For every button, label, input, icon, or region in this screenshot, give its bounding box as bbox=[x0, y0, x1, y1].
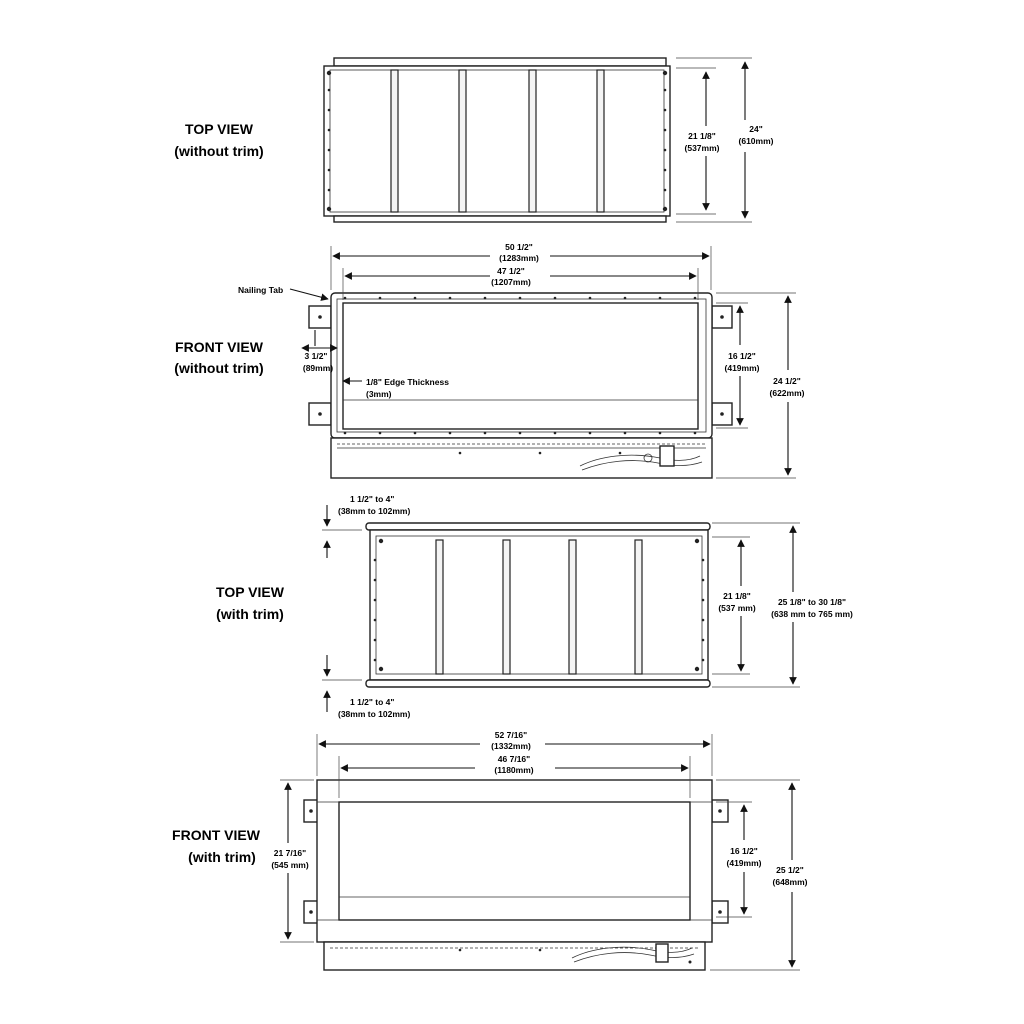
dim-width-outer: 50 1/2" bbox=[505, 242, 533, 252]
view-title-line1: TOP VIEW bbox=[185, 121, 253, 137]
trim-strip bbox=[366, 523, 710, 530]
dim-depth-range: 25 1/8" to 30 1/8" bbox=[777, 597, 847, 607]
dim-height-total: 25 1/2" bbox=[776, 865, 804, 875]
trim-strip bbox=[366, 680, 710, 687]
rib bbox=[597, 70, 604, 212]
dim-height-trim-mm: (545 mm) bbox=[271, 860, 309, 870]
rib bbox=[459, 70, 466, 212]
dim-depth-outer: 24" bbox=[749, 124, 763, 134]
dim-trim-top-mm: (38mm to 102mm) bbox=[338, 506, 411, 516]
rib bbox=[529, 70, 536, 212]
dim-tab-depth-mm: (89mm) bbox=[302, 363, 334, 373]
dim-trim-bottom: 1 1/2" to 4" bbox=[350, 697, 395, 707]
top-view-drawing bbox=[324, 58, 670, 222]
rib bbox=[569, 540, 576, 674]
dim-depth-inner: 21 1/8" bbox=[688, 131, 716, 141]
dim-tab-depth: 3 1/2" bbox=[304, 351, 328, 361]
edge-thickness-label: 1/8" Edge Thickness bbox=[366, 377, 449, 387]
dim-depth-inner: 21 1/8" bbox=[723, 591, 751, 601]
dim-height-total: 24 1/2" bbox=[773, 376, 801, 386]
front-view-without-trim bbox=[174, 242, 804, 478]
view-title-line1: FRONT VIEW bbox=[175, 339, 263, 355]
dim-width-inner: 47 1/2" bbox=[497, 266, 525, 276]
front-view-trim-drawing bbox=[304, 780, 728, 970]
dim-height-total-mm: (648mm) bbox=[772, 877, 808, 887]
dim-depth-inner-mm: (537 mm) bbox=[718, 603, 756, 613]
dim-trim-top: 1 1/2" to 4" bbox=[350, 494, 395, 504]
dim-depth-range-mm: (638 mm to 765 mm) bbox=[771, 609, 853, 619]
front-view-with-trim bbox=[172, 730, 808, 970]
edge-thickness-mm: (3mm) bbox=[366, 389, 392, 399]
depth-dimension-inner bbox=[676, 68, 720, 214]
dim-width-outer-mm: (1332mm) bbox=[491, 741, 531, 751]
dim-width-inner: 46 7/16" bbox=[497, 754, 531, 764]
rib bbox=[635, 540, 642, 674]
dim-height-opening: 16 1/2" bbox=[730, 846, 758, 856]
dim-height-opening-mm: (419mm) bbox=[724, 363, 760, 373]
dim-depth-inner-mm: (537mm) bbox=[684, 143, 720, 153]
dim-height-trim: 21 7/16" bbox=[273, 848, 307, 858]
view-title-line2: (without trim) bbox=[174, 360, 264, 376]
dim-height-opening-mm: (419mm) bbox=[726, 858, 762, 868]
dim-width-outer-mm: (1283mm) bbox=[499, 253, 539, 263]
dim-height-opening: 16 1/2" bbox=[728, 351, 756, 361]
nailing-tab-callout bbox=[238, 285, 328, 299]
dim-width-inner-mm: (1180mm) bbox=[494, 765, 534, 775]
view-title-line2: (without trim) bbox=[174, 143, 264, 159]
view-title-line2: (with trim) bbox=[188, 849, 256, 865]
dim-trim-bottom-mm: (38mm to 102mm) bbox=[338, 709, 411, 719]
top-view-with-trim bbox=[216, 494, 853, 719]
view-title-line2: (with trim) bbox=[216, 606, 284, 622]
rib bbox=[391, 70, 398, 212]
depth-dimension-inner bbox=[712, 537, 756, 674]
top-view-trim-drawing bbox=[366, 523, 710, 687]
nailing-tab-label: Nailing Tab bbox=[238, 285, 284, 295]
dim-width-inner-mm: (1207mm) bbox=[491, 277, 531, 287]
dim-height-total-mm: (622mm) bbox=[769, 388, 805, 398]
top-view-without-trim bbox=[174, 58, 773, 222]
firebox-opening bbox=[339, 802, 690, 920]
dim-depth-outer-mm: (610mm) bbox=[738, 136, 774, 146]
view-title-line1: TOP VIEW bbox=[216, 584, 284, 600]
rib bbox=[436, 540, 443, 674]
view-title-line1: FRONT VIEW bbox=[172, 827, 260, 843]
dim-width-outer: 52 7/16" bbox=[494, 730, 528, 740]
rib bbox=[503, 540, 510, 674]
